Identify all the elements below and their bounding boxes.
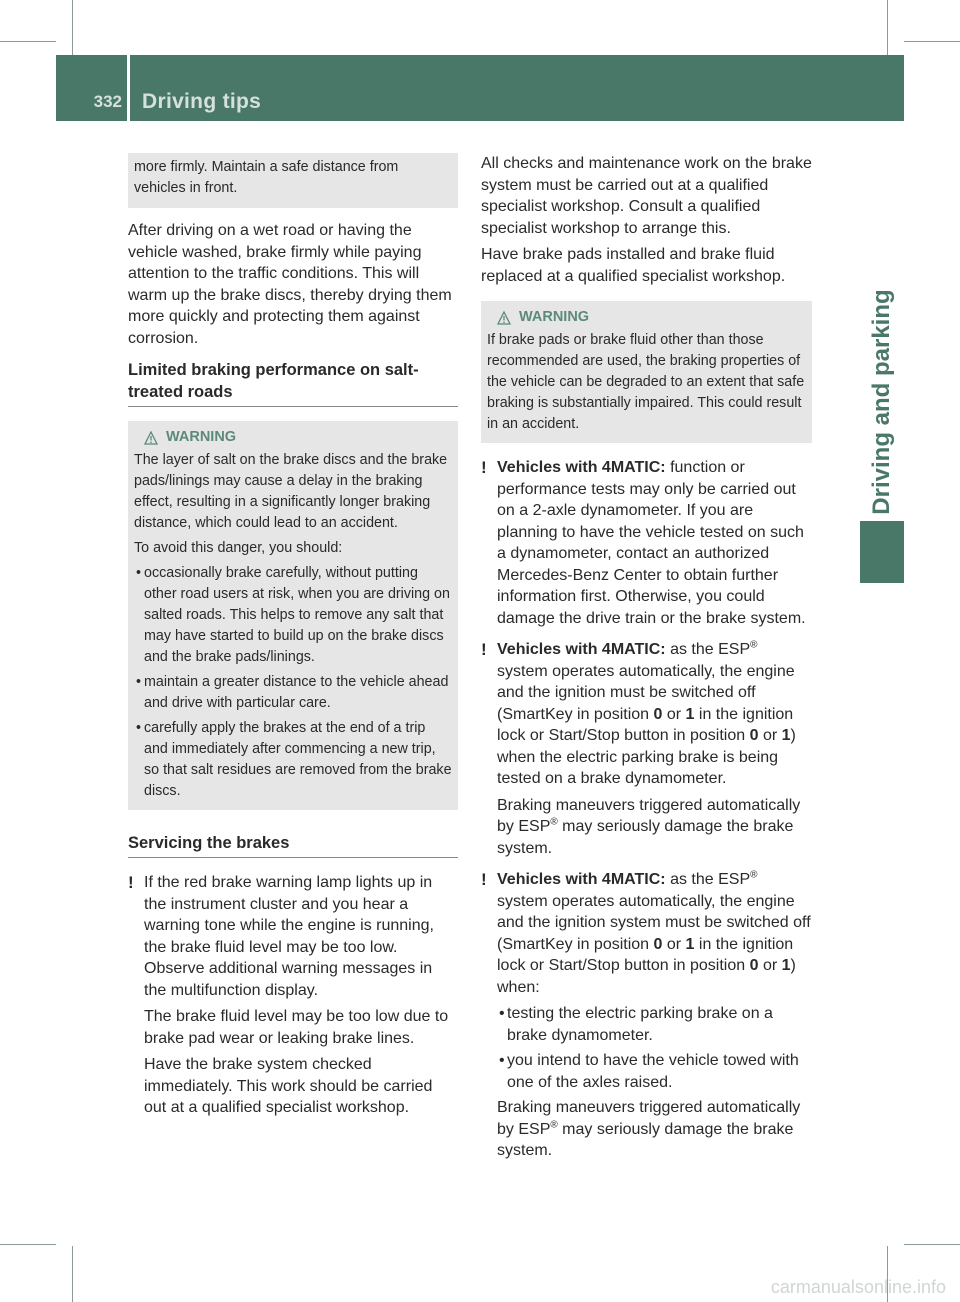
crop-mark [887, 0, 888, 56]
page-number: 332 [93, 92, 122, 111]
warning-continuation-box [128, 153, 458, 208]
list-item-text: testing the electric parking brake on a brake dynamometer. [507, 1005, 773, 1044]
bullet-icon: • [136, 674, 142, 690]
note-paragraph: Have the brake system checked immediately. This work should be carried out at a qualified specialist workshop. [144, 1056, 433, 1116]
page-title: Driving tips [142, 90, 262, 113]
bullet-icon: • [499, 1005, 505, 1022]
crop-mark [72, 0, 73, 56]
warning-label: WARNING [519, 309, 590, 325]
warning-intro: To avoid this danger, you should: [134, 540, 343, 556]
exclamation-icon: ! [128, 873, 134, 892]
crop-mark [0, 41, 56, 42]
note-bullet-list [481, 1003, 812, 1093]
list-item-text: maintain a greater distance to the vehicle ahead and drive with particular care. [144, 674, 449, 711]
crop-mark [0, 1244, 56, 1245]
note-brake-warning-lamp [128, 872, 458, 1001]
note-paragraph: The brake fluid level may be too low due to brake pad wear or leaking brake lines. [144, 1008, 449, 1047]
warning-text: The layer of salt on the brake discs and the brake pads/linings may cause a delay in the braking effect, resulting in a significantly longer braking distance, which could lead to an accident. [134, 452, 448, 531]
note-paragraph: Braking maneuvers triggered automatically by ESP® may seriously damage the brake system. [497, 1099, 801, 1159]
right-column [481, 153, 812, 1167]
list-item [134, 672, 452, 714]
chapter-label: Driving and parking [868, 289, 895, 515]
left-column [128, 153, 458, 1124]
crop-mark [72, 1246, 73, 1302]
note-text: If the red brake warning lamp lights up in the instrument cluster and you hear a warning tone while the engine is running, the brake fluid level may be too low. Observe additional warning messages in the multifunction display. [144, 874, 434, 999]
note-text: Vehicles with 4MATIC: as the ESP® system operates automatically, the engine and the ignition system must be switched off (SmartKey in position 0 or 1 in the ignition lock or Start/Stop button in position 0 or 1) when: [497, 869, 811, 996]
warning-box-salt [128, 421, 458, 810]
note-4matic-dynamometer [481, 457, 812, 629]
exclamation-icon: ! [481, 870, 487, 889]
note-text: Vehicles with 4MATIC: as the ESP® system operates automatically, the engine and the ignition must be switched off (SmartKey in position 0 or 1 in the ignition lock or Start/Stop button in position 0 or 1) when the electric parking brake is being tested on a brake dynamometer. [497, 639, 796, 787]
list-item [134, 718, 452, 802]
bullet-icon: • [136, 565, 142, 581]
bullet-icon: • [136, 720, 142, 736]
warning-continuation-text: more firmly. Maintain a safe distance from vehicles in front. [134, 159, 399, 196]
warning-text: If brake pads or brake fluid other than those recommended are used, the braking properties of the vehicle can be degraded to an extent that safe braking is substantially impaired. This could result in an accident. [487, 332, 805, 432]
note-4matic-esp-parking-brake [481, 639, 812, 790]
list-item [497, 1003, 812, 1046]
warning-header [134, 427, 452, 448]
warning-label: WARNING [166, 429, 237, 445]
warning-triangle-icon [144, 431, 158, 445]
watermark: carmanualsonline.info [770, 1277, 946, 1297]
list-item-text: carefully apply the brakes at the end of a trip and immediately after commencing a new trip, so that salt residues are removed from the brake discs. [144, 720, 452, 799]
list-item [134, 563, 452, 668]
bullet-icon: • [499, 1052, 505, 1069]
maintenance-paragraph: All checks and maintenance work on the brake system must be carried out at a qualified specialist workshop. Consult a qualified specialist workshop to arrange this. [481, 155, 812, 237]
warning-box-brake-pads [481, 301, 812, 443]
crop-mark [904, 1244, 960, 1245]
note-4matic-esp-towing [481, 869, 812, 998]
warning-header [487, 307, 806, 328]
list-item-text: you intend to have the vehicle towed with one of the axles raised. [507, 1052, 799, 1091]
crop-mark [904, 41, 960, 42]
list-item [497, 1050, 812, 1093]
warning-triangle-icon [497, 311, 511, 325]
note-text: Vehicles with 4MATIC: function or performance tests may only be carried out on a 2-axle dynamometer. If you are planning to have the vehicle tested on such a dynamometer, contact an authorized Mercedes-Benz Center to obtain further information first. Otherwise, you could damage the drive train or the brake system. [497, 459, 806, 627]
note-paragraph: Braking maneuvers triggered automatically by ESP® may seriously damage the brake system. [497, 796, 801, 857]
section-heading-salt: Limited braking performance on salt-treated roads [128, 359, 458, 407]
header-divider [127, 55, 130, 121]
list-item-text: occasionally brake carefully, without putting other road users at risk, when you are driving on salted roads. This helps to remove any salt that may have started to build up on the brake discs and the brake pads/linings. [144, 565, 450, 665]
exclamation-icon: ! [481, 458, 487, 477]
wet-road-paragraph: After driving on a wet road or having the vehicle washed, brake firmly while paying attention to the traffic conditions. This will warm up the brake discs, thereby drying them more quickly and protecting them against corrosion. [128, 222, 452, 347]
exclamation-icon: ! [481, 640, 487, 659]
side-tab-square [860, 521, 904, 583]
section-heading-servicing: Servicing the brakes [128, 832, 458, 858]
brake-pads-paragraph: Have brake pads installed and brake fluid replaced at a qualified specialist workshop. [481, 246, 786, 285]
